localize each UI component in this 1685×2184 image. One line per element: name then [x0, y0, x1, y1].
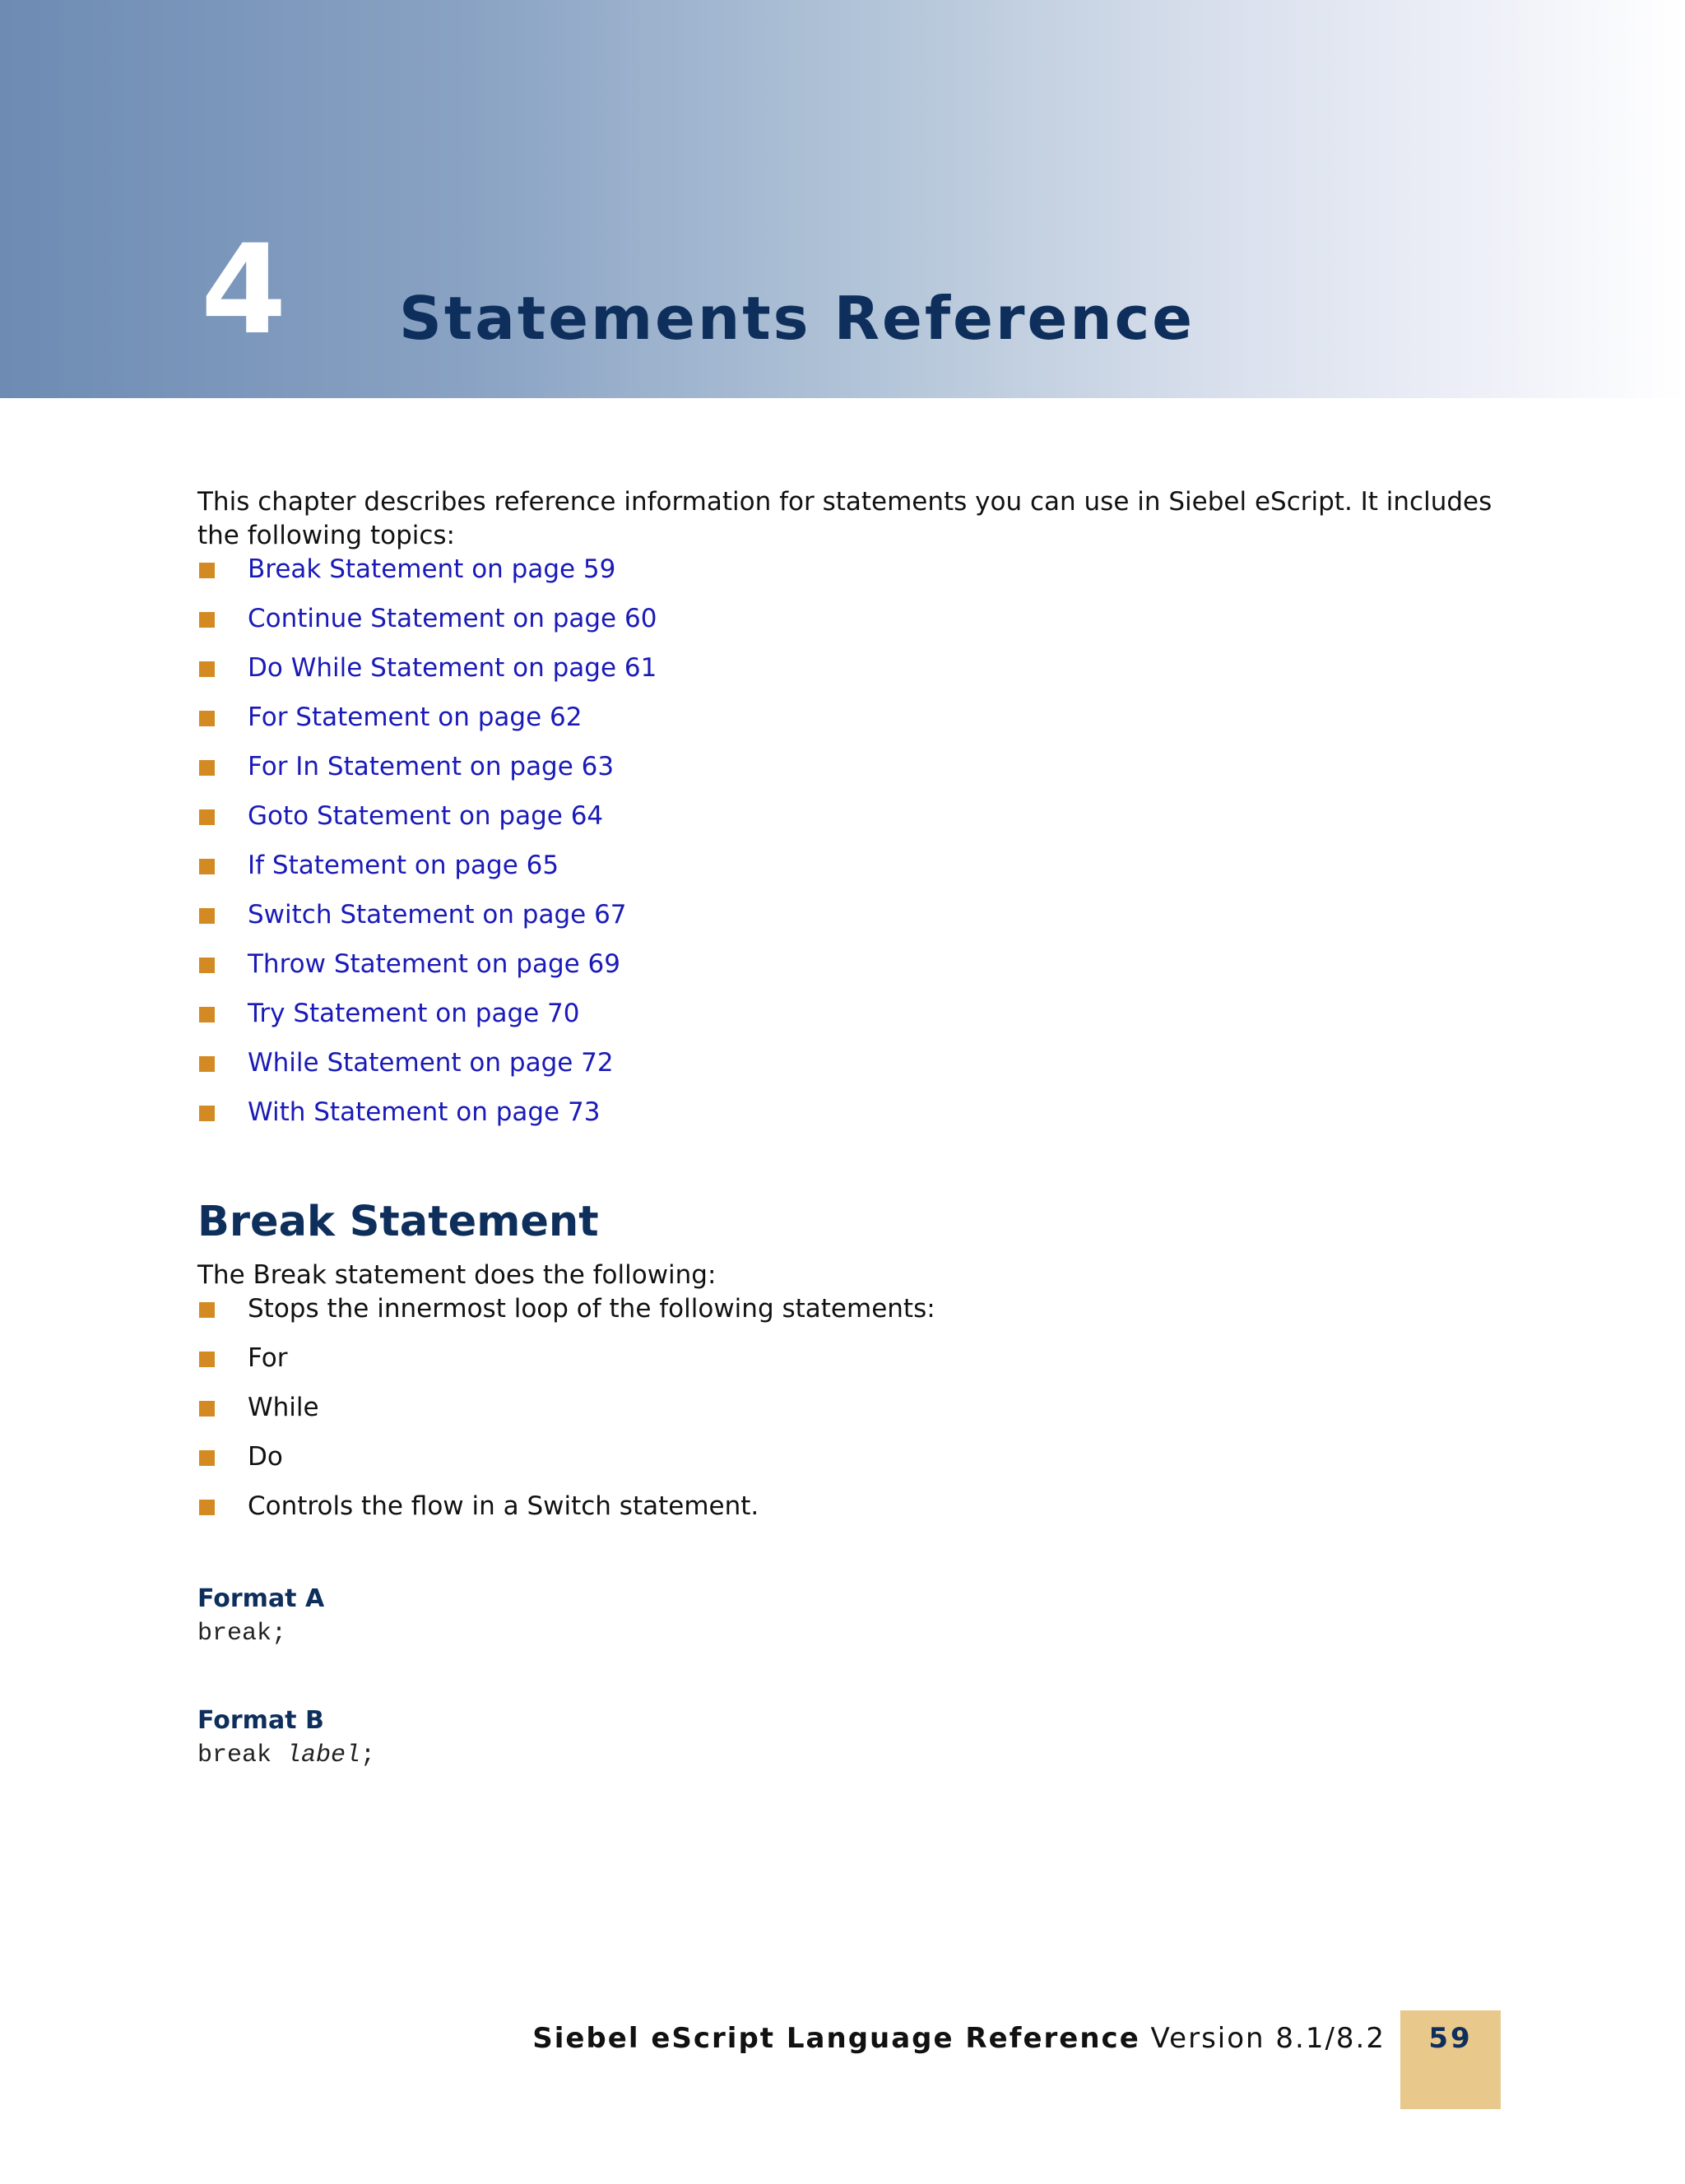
topic-item	[197, 997, 1514, 1031]
chapter-intro: This chapter describes reference information for statements you can use in Siebel eScript. It includes the following topics:	[197, 487, 1492, 550]
topic-item	[197, 898, 1514, 932]
list-item	[197, 1440, 1514, 1474]
topic-link-for-in[interactable]: For In Statement on page 63	[248, 752, 615, 781]
list-item-text: Stops the innermost loop of the following statements:	[248, 1294, 935, 1324]
square-bullet-icon	[199, 1302, 215, 1318]
topic-link-goto[interactable]: Goto Statement on page 64	[248, 801, 604, 831]
page-number: 59	[1428, 2022, 1473, 2055]
list-item-text: Controls the flow in a Switch statement.	[248, 1491, 759, 1521]
square-bullet-icon	[199, 1106, 215, 1121]
list-item	[197, 1490, 1514, 1523]
page-content	[197, 485, 1514, 1772]
square-bullet-icon	[199, 661, 215, 677]
square-bullet-icon	[199, 760, 215, 776]
topic-link-for[interactable]: For Statement on page 62	[248, 702, 583, 732]
loop-types-list	[197, 1342, 1514, 1474]
square-bullet-icon	[199, 1500, 215, 1515]
format-a-heading: Format A	[197, 1584, 325, 1613]
topic-list	[197, 553, 1514, 1129]
square-bullet-icon	[199, 612, 215, 628]
square-bullet-icon	[199, 1007, 215, 1022]
topic-link-switch[interactable]: Switch Statement on page 67	[248, 900, 627, 930]
format-b-heading: Format B	[197, 1706, 324, 1735]
topic-link-do-while[interactable]: Do While Statement on page 61	[248, 653, 657, 683]
page-footer	[0, 2010, 1685, 2109]
topic-item	[197, 701, 1514, 735]
topic-link-try[interactable]: Try Statement on page 70	[248, 999, 580, 1028]
topic-item	[197, 553, 1514, 587]
square-bullet-icon	[199, 711, 215, 726]
topic-link-while[interactable]: While Statement on page 72	[248, 1048, 614, 1078]
topic-link-if[interactable]: If Statement on page 65	[248, 851, 559, 880]
break-behavior-list-continued	[197, 1490, 1514, 1523]
topic-link-with[interactable]: With Statement on page 73	[248, 1097, 601, 1127]
square-bullet-icon	[199, 1352, 215, 1367]
chapter-title: Statements Reference	[399, 284, 1195, 353]
square-bullet-icon	[199, 809, 215, 825]
list-item	[197, 1342, 1514, 1375]
topic-item	[197, 651, 1514, 685]
break-statement-heading: Break Statement	[197, 1198, 599, 1246]
topic-link-break[interactable]: Break Statement on page 59	[248, 554, 616, 584]
square-bullet-icon	[199, 1450, 215, 1466]
list-item-text: For	[248, 1343, 288, 1373]
square-bullet-icon	[199, 859, 215, 874]
list-item-text: Do	[248, 1442, 283, 1472]
square-bullet-icon	[199, 1056, 215, 1072]
topic-item	[197, 849, 1514, 883]
page-number-box	[1400, 2010, 1501, 2109]
square-bullet-icon	[199, 958, 215, 973]
code-keyword: break	[197, 1741, 287, 1769]
topic-item	[197, 750, 1514, 784]
code-placeholder: label	[286, 1741, 361, 1769]
code-terminator: ;	[360, 1741, 376, 1769]
list-item	[197, 1292, 1514, 1326]
topic-item	[197, 948, 1514, 981]
break-behavior-list	[197, 1292, 1514, 1326]
footer-version: Version 8.1/8.2	[1140, 2022, 1386, 2055]
topic-item	[197, 1096, 1514, 1129]
format-b-code	[197, 1739, 1514, 1772]
topic-link-continue[interactable]: Continue Statement on page 60	[248, 604, 657, 633]
square-bullet-icon	[199, 908, 215, 924]
chapter-banner	[0, 0, 1685, 398]
footer-book-title: Siebel eScript Language Reference	[532, 2022, 1140, 2055]
topic-link-throw[interactable]: Throw Statement on page 69	[248, 949, 620, 979]
footer-text	[532, 2020, 1386, 2056]
list-item-text: While	[248, 1393, 319, 1422]
format-a-code: break;	[197, 1620, 287, 1648]
square-bullet-icon	[199, 1401, 215, 1417]
topic-item	[197, 1046, 1514, 1080]
break-statement-intro: The Break statement does the following:	[197, 1260, 717, 1290]
square-bullet-icon	[199, 563, 215, 578]
topic-item	[197, 800, 1514, 833]
list-item	[197, 1391, 1514, 1425]
topic-item	[197, 602, 1514, 636]
chapter-number: 4	[201, 219, 287, 362]
